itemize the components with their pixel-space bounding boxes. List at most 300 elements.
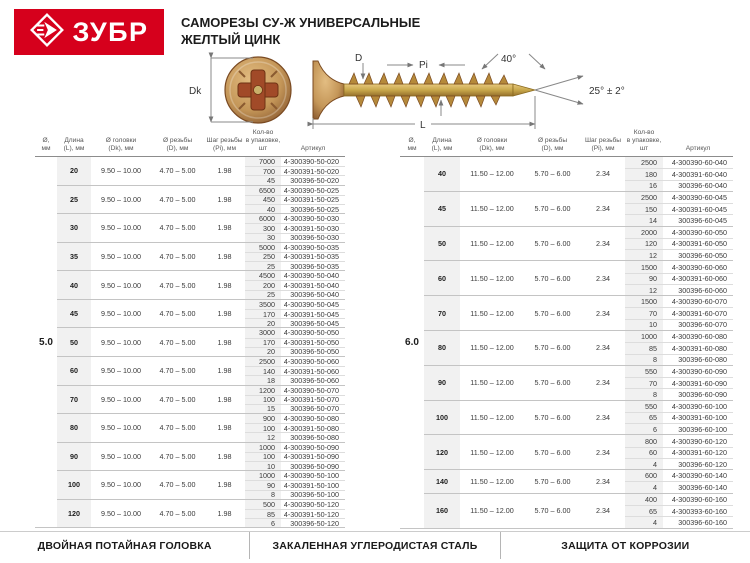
screw-technical-drawing (183, 50, 748, 132)
table-row (424, 434, 733, 469)
quantity-cell: 6500 (245, 186, 281, 195)
column-header-line: в упаковке, шт (626, 137, 662, 152)
table-row (424, 157, 733, 191)
quantity-cell: 1500 (625, 261, 663, 272)
article-cell: 4-300390-50-060 (283, 357, 339, 367)
quantity-cell: 180 (625, 169, 663, 179)
table-row (57, 242, 345, 271)
table-header-row (400, 127, 733, 157)
pack-row (625, 447, 733, 458)
pack-row (245, 461, 345, 470)
pack-row (245, 318, 345, 327)
length-cell: 60 (57, 357, 91, 385)
column-header (91, 127, 151, 156)
pack-rows (625, 157, 733, 191)
quantity-cell: 85 (625, 343, 663, 353)
article-cell: 4-300391-50-080 (283, 423, 339, 433)
article-cell: 300396-50-070 (290, 404, 339, 414)
article-cell: 300396-60-070 (678, 320, 727, 330)
quantity-cell: 400 (625, 494, 663, 505)
quantity-cell: 65 (625, 506, 663, 516)
pack-row (625, 227, 733, 238)
pack-row (625, 354, 733, 365)
article-cell: 4-300391-60-120 (671, 448, 727, 458)
length-cell: 20 (57, 157, 91, 185)
screw-head-top-view (225, 57, 291, 123)
article-cell: 4-300390-60-070 (671, 297, 727, 307)
pack-rows (625, 494, 733, 528)
length-cell: 100 (424, 401, 460, 435)
article-cell: 4-300390-60-140 (671, 471, 727, 481)
column-header (524, 127, 581, 156)
pack-rows (245, 157, 345, 185)
pack-rows (245, 243, 345, 271)
thread-diameter-cell: 5.70 – 6.00 (534, 273, 571, 283)
quantity-cell: 2500 (625, 157, 663, 168)
pack-row (625, 377, 733, 388)
quantity-cell: 6 (625, 424, 663, 434)
length-cell: 90 (57, 443, 91, 471)
table-row (424, 330, 733, 365)
thread-pitch-cell: 1.98 (217, 423, 232, 433)
quantity-cell: 150 (625, 204, 663, 214)
column-header (581, 127, 625, 156)
pack-rows (245, 328, 345, 356)
article-cell: 300396-50-045 (290, 318, 339, 328)
pack-rows (625, 366, 733, 400)
article-cell: 4-300390-50-030 (283, 214, 339, 224)
spec-table-diameter-6 (400, 127, 733, 529)
article-cell: 300396-60-050 (678, 250, 727, 260)
column-header-line: Кол-во (633, 129, 655, 136)
pack-row (625, 203, 733, 214)
thread-diameter-cell: 5.70 – 6.00 (534, 506, 571, 516)
table-row (424, 226, 733, 261)
thread-pitch-cell: 1.98 (217, 166, 232, 176)
thread-diameter-cell: 5.70 – 6.00 (534, 412, 571, 422)
pack-row (625, 435, 733, 446)
pack-row (245, 166, 345, 175)
table-row (424, 469, 733, 493)
column-header-line: Ø резьбы (537, 137, 568, 144)
article-cell: 4-300391-60-040 (671, 169, 727, 179)
pack-row (625, 505, 733, 516)
length-cell: 25 (57, 186, 91, 214)
head-diameter-cell: 11.50 – 12.00 (470, 273, 514, 283)
pack-row (245, 243, 345, 252)
thread-diameter-cell: 4.70 – 5.00 (159, 309, 196, 319)
pack-row (625, 284, 733, 295)
thread-diameter-cell: 4.70 – 5.00 (159, 423, 196, 433)
head-diameter-cell: 11.50 – 12.00 (470, 308, 514, 318)
table-row (57, 470, 345, 499)
thread-pitch-cell: 1.98 (217, 451, 232, 461)
pack-row (245, 480, 345, 489)
pack-rows (245, 500, 345, 528)
quantity-cell: 5000 (245, 243, 281, 252)
page-title (181, 14, 420, 48)
length-cell: 40 (424, 157, 460, 191)
quantity-cell: 8 (625, 389, 663, 399)
pack-row (625, 423, 733, 434)
thread-pitch-cell: 1.98 (217, 509, 232, 519)
quantity-cell: 1000 (245, 471, 281, 480)
quantity-cell: 1000 (625, 331, 663, 342)
thread-pitch-cell: 1.98 (217, 251, 232, 261)
pack-row (245, 233, 345, 242)
pack-row (245, 414, 345, 423)
article-cell: 4-300391-60-100 (671, 413, 727, 423)
quantity-cell: 16 (625, 181, 663, 191)
article-cell: 4-300390-60-060 (671, 262, 727, 272)
article-cell: 4-300390-60-100 (671, 401, 727, 411)
quantity-cell: 7000 (245, 157, 281, 166)
article-cell: 4-300391-50-045 (283, 309, 339, 319)
thread-diameter-cell: 5.70 – 6.00 (534, 238, 571, 248)
quantity-cell: 170 (245, 339, 281, 347)
article-cell: 300396-50-050 (290, 347, 339, 357)
thread-diameter-cell: 5.70 – 6.00 (534, 204, 571, 214)
thread-pitch-cell: 1.98 (217, 223, 232, 233)
pack-row (625, 494, 733, 505)
pack-row (245, 204, 345, 213)
thread-pitch-cell: 2.34 (596, 447, 610, 457)
length-cell: 35 (57, 243, 91, 271)
length-cell: 160 (424, 494, 460, 528)
column-header-line: Артикул (300, 145, 326, 152)
article-cell: 300396-60-160 (678, 517, 727, 527)
pack-row (625, 401, 733, 412)
column-header-line: мм (407, 145, 417, 152)
pack-row (245, 223, 345, 232)
table-row (424, 493, 733, 528)
pack-row (625, 470, 733, 481)
pack-row (625, 214, 733, 225)
pack-row (245, 309, 345, 318)
thread-diameter-cell: 5.70 – 6.00 (534, 378, 571, 388)
pack-row (625, 296, 733, 307)
column-header-line: Ø резьбы (162, 137, 193, 144)
pack-rows (245, 471, 345, 499)
column-header (460, 127, 524, 156)
head-diameter-cell: 11.50 – 12.00 (470, 506, 514, 516)
brand-logo (14, 9, 164, 55)
head-diameter-cell: 11.50 – 12.00 (470, 412, 514, 422)
article-cell: 300396-50-120 (290, 518, 339, 528)
article-cell: 4-300391-50-020 (283, 166, 339, 176)
pack-row (245, 175, 345, 184)
pack-row (625, 168, 733, 179)
head-diameter-cell: 9.50 – 10.00 (101, 251, 141, 261)
column-header-line: Длина (64, 137, 84, 144)
tip-angle-label: 25° ± 2° (589, 86, 625, 97)
column-header-line: Шаг резьбы (584, 137, 622, 144)
article-cell: 4-300391-60-070 (671, 309, 727, 319)
thread-pitch-cell: 2.34 (596, 506, 610, 516)
quantity-cell: 20 (245, 348, 281, 356)
pack-row (245, 404, 345, 413)
table-row (57, 327, 345, 356)
article-cell: 4-300390-60-160 (671, 494, 727, 504)
table-row (57, 499, 345, 528)
diameter-cell: 6.0 (405, 336, 419, 348)
head-diameter-cell: 9.50 – 10.00 (101, 394, 141, 404)
pack-row (245, 452, 345, 461)
thread-diameter-cell: 4.70 – 5.00 (159, 280, 196, 290)
article-cell: 4-300390-60-090 (671, 366, 727, 376)
head-diameter-cell: 9.50 – 10.00 (101, 166, 141, 176)
pack-row (245, 290, 345, 299)
article-cell: 4-300390-50-045 (283, 299, 339, 309)
column-header-line: мм (41, 145, 51, 152)
article-cell: 4-300391-60-060 (671, 274, 727, 284)
pack-row (245, 347, 345, 356)
article-cell: 300396-50-035 (290, 261, 339, 271)
quantity-cell: 85 (245, 510, 281, 518)
table-row (424, 400, 733, 435)
length-cell: 80 (424, 331, 460, 365)
column-header (245, 127, 281, 156)
thread-diameter-cell: 4.70 – 5.00 (159, 251, 196, 261)
thread-diameter-cell: 4.70 – 5.00 (159, 194, 196, 204)
quantity-cell: 25 (245, 291, 281, 299)
pack-rows (245, 271, 345, 299)
thread-diameter-cell: 5.70 – 6.00 (534, 169, 571, 179)
column-header (151, 127, 204, 156)
head-diameter-cell: 9.50 – 10.00 (101, 309, 141, 319)
spec-table-diameter-5 (35, 127, 345, 528)
quantity-cell: 8 (625, 355, 663, 365)
quantity-cell: 10 (245, 462, 281, 470)
column-header (281, 127, 345, 156)
pack-row (245, 471, 345, 480)
column-header (204, 127, 245, 156)
pack-row (625, 516, 733, 527)
thread-pitch-cell: 2.34 (596, 476, 610, 486)
table-body (400, 157, 733, 529)
pack-row (625, 273, 733, 284)
article-cell: 4-300391-50-090 (283, 452, 339, 462)
quantity-cell: 250 (245, 253, 281, 261)
quantity-cell: 65 (625, 413, 663, 423)
article-cell: 4-300390-60-080 (671, 332, 727, 342)
table-body (35, 157, 345, 528)
diameter-cell: 5.0 (39, 336, 53, 348)
table-row (57, 185, 345, 214)
feature-strip (0, 531, 750, 559)
column-header-line: (D), мм (541, 145, 564, 152)
pack-row (245, 261, 345, 270)
quantity-cell: 15 (245, 405, 281, 413)
quantity-cell: 140 (245, 367, 281, 375)
quantity-cell: 100 (245, 396, 281, 404)
pack-row (245, 157, 345, 166)
pack-row (625, 307, 733, 318)
quantity-cell: 8 (245, 491, 281, 499)
pack-row (625, 458, 733, 469)
quantity-cell: 90 (625, 274, 663, 284)
thread-pitch-cell: 2.34 (596, 169, 610, 179)
head-diameter-cell: 11.50 – 12.00 (470, 238, 514, 248)
quantity-cell: 100 (245, 453, 281, 461)
pack-row (245, 280, 345, 289)
article-cell: 4-300390-50-120 (283, 499, 339, 509)
length-cell: 50 (57, 328, 91, 356)
quantity-cell: 100 (245, 424, 281, 432)
thread-pitch-cell: 1.98 (217, 337, 232, 347)
article-cell: 300396-50-020 (290, 175, 339, 185)
quantity-cell: 70 (625, 308, 663, 318)
quantity-cell: 4 (625, 482, 663, 492)
pack-rows (625, 435, 733, 469)
pack-rows (625, 227, 733, 261)
pack-row (625, 331, 733, 342)
page-title-line1: САМОРЕЗЫ СУ-Ж УНИВЕРСАЛЬНЫЕ (181, 15, 421, 30)
pack-row (245, 490, 345, 499)
article-cell: 300396-50-090 (290, 461, 339, 471)
thread-pitch-cell: 2.34 (596, 343, 610, 353)
quantity-cell: 300 (245, 224, 281, 232)
thread-pitch-cell: 2.34 (596, 238, 610, 248)
pack-row (245, 195, 345, 204)
head-diameter-cell: 9.50 – 10.00 (101, 423, 141, 433)
head-diameter-cell: 9.50 – 10.00 (101, 480, 141, 490)
article-cell: 300396-50-100 (290, 490, 339, 500)
pack-row (245, 395, 345, 404)
article-cell: 300396-60-040 (678, 181, 727, 191)
column-header (663, 127, 733, 156)
quantity-cell: 12 (625, 250, 663, 260)
head-diameter-cell: 9.50 – 10.00 (101, 366, 141, 376)
pi-dimension-label: Pi (419, 60, 428, 71)
length-dimension-label: L (420, 120, 426, 131)
pack-rows (245, 443, 345, 471)
pack-row (625, 249, 733, 260)
pack-row (245, 328, 345, 337)
thread-pitch-cell: 2.34 (596, 273, 610, 283)
head-diameter-cell: 11.50 – 12.00 (470, 476, 514, 486)
thread-pitch-cell: 1.98 (217, 394, 232, 404)
article-cell: 4-300391-50-040 (283, 281, 339, 291)
column-header-line: (L), мм (431, 145, 453, 152)
column-header-line: (D), мм (166, 145, 189, 152)
quantity-cell: 60 (625, 448, 663, 458)
quantity-cell: 1200 (245, 386, 281, 395)
head-diameter-cell: 9.50 – 10.00 (101, 280, 141, 290)
thread-diameter-cell: 4.70 – 5.00 (159, 509, 196, 519)
pack-rows (625, 296, 733, 330)
article-cell: 4-300391-50-120 (283, 509, 339, 519)
thread-diameter-cell: 4.70 – 5.00 (159, 480, 196, 490)
pack-row (245, 357, 345, 366)
article-cell: 4-300391-60-050 (671, 239, 727, 249)
quantity-cell: 700 (245, 167, 281, 175)
pack-row (625, 481, 733, 492)
table-row (57, 213, 345, 242)
quantity-cell: 12 (245, 433, 281, 441)
head-diameter-cell: 9.50 – 10.00 (101, 194, 141, 204)
pack-row (245, 300, 345, 309)
thread-pitch-cell: 2.34 (596, 308, 610, 318)
pack-rows (245, 414, 345, 442)
pack-rows (245, 186, 345, 214)
length-cell: 60 (424, 261, 460, 295)
article-cell: 4-300391-60-045 (671, 204, 727, 214)
quantity-cell: 12 (625, 285, 663, 295)
head-diameter-cell: 11.50 – 12.00 (470, 447, 514, 457)
table-row (57, 270, 345, 299)
quantity-cell: 600 (625, 470, 663, 481)
article-cell: 4-300391-60-080 (671, 343, 727, 353)
column-header-line: в упаковке, шт (245, 137, 281, 152)
length-cell: 30 (57, 214, 91, 242)
quantity-cell: 2000 (625, 227, 663, 238)
quantity-cell: 120 (625, 239, 663, 249)
article-cell: 300396-60-100 (678, 424, 727, 434)
article-cell: 4-300391-50-100 (283, 480, 339, 490)
head-diameter-cell: 9.50 – 10.00 (101, 509, 141, 519)
thread-diameter-cell: 5.70 – 6.00 (534, 476, 571, 486)
column-header-line: (Dk), мм (479, 145, 505, 152)
brand-arrow-icon (29, 12, 65, 53)
pack-row (245, 375, 345, 384)
article-cell: 300396-60-140 (678, 483, 727, 493)
column-header-line: Ø головки (476, 137, 508, 144)
article-cell: 4-300391-50-025 (283, 195, 339, 205)
length-groups (424, 157, 733, 528)
quantity-cell: 4 (625, 517, 663, 527)
pack-row (625, 261, 733, 272)
article-cell: 4-300391-50-035 (283, 252, 339, 262)
article-cell: 300396-50-080 (290, 433, 339, 443)
pack-rows (625, 470, 733, 493)
pack-row (625, 342, 733, 353)
article-cell: 4-300390-50-050 (283, 328, 339, 338)
pack-row (245, 214, 345, 223)
column-header (424, 127, 460, 156)
quantity-cell: 6 (245, 519, 281, 527)
pack-row (245, 443, 345, 452)
pack-row (245, 186, 345, 195)
column-header-line: Ø, (408, 137, 416, 144)
column-header-line: (L), мм (63, 145, 85, 152)
pack-row (245, 423, 345, 432)
head-diameter-cell: 11.50 – 12.00 (470, 169, 514, 179)
length-cell: 70 (57, 386, 91, 414)
head-diameter-cell: 9.50 – 10.00 (101, 223, 141, 233)
table-row (424, 191, 733, 226)
article-cell: 300396-50-030 (290, 233, 339, 243)
pack-row (245, 518, 345, 527)
feature-hardened-carbon-steel: ЗАКАЛЕННАЯ УГЛЕРОДИСТАЯ СТАЛЬ (249, 532, 499, 559)
table-row (57, 385, 345, 414)
head-diameter-cell: 11.50 – 12.00 (470, 378, 514, 388)
article-cell: 300396-60-090 (678, 389, 727, 399)
article-cell: 4-300390-60-050 (671, 227, 727, 237)
article-cell: 4-300391-50-060 (283, 366, 339, 376)
thread-diameter-cell: 4.70 – 5.00 (159, 223, 196, 233)
brand-name: ЗУБР (72, 16, 149, 47)
pack-row (245, 386, 345, 395)
length-cell: 45 (57, 300, 91, 328)
article-cell: 300396-50-025 (290, 204, 339, 214)
thread-diameter-cell: 4.70 – 5.00 (159, 394, 196, 404)
feature-double-countersunk-head: ДВОЙНАЯ ПОТАЙНАЯ ГОЛОВКА (37, 539, 212, 552)
thread-diameter-cell: 4.70 – 5.00 (159, 166, 196, 176)
column-header (35, 127, 57, 156)
table-header-row (35, 127, 345, 157)
thread-diameter-cell: 5.70 – 6.00 (534, 343, 571, 353)
